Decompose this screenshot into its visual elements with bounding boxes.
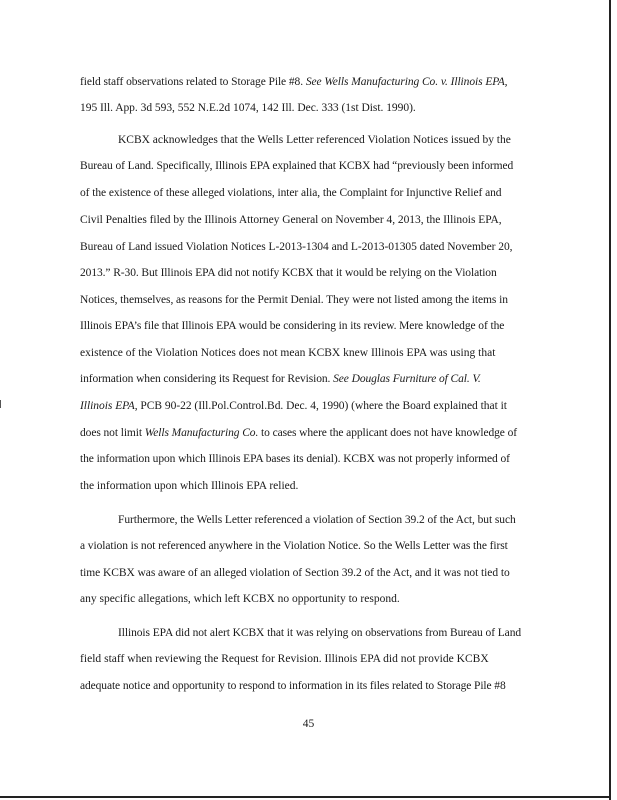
text-line [0, 133, 617, 147]
text-line [0, 293, 617, 307]
text-segment: Bureau of Land. Specifically, Illinois EPA explained that KCBX had “previously been informed [80, 160, 514, 172]
text-segment: 195 Ill. App. 3d 593, 552 N.E.2d 1074, 142 Ill. Dec. 333 (1st Dist. 1990). [80, 102, 416, 114]
text-line [0, 479, 617, 493]
scan-page-edge-bottom [0, 796, 611, 798]
text-segment: adequate notice and opportunity to respond to information in its files related to Storage Pile #8 [80, 680, 506, 692]
text-segment: the information upon which Illinois EPA relied. [80, 480, 299, 492]
text-segment: Civil Penalties filed by the Illinois Attorney General on November 4, 2013, the Illinois EPA, [80, 214, 502, 226]
citation-italic: See Wells Manufacturing Co. v. Illinois EPA, [305, 76, 508, 88]
text-line [0, 75, 617, 89]
text-segment: of the existence of these alleged violations, inter alia, the Complaint for Injunctive Relief and [80, 187, 502, 199]
text-segment: KCBX acknowledges that the Wells Letter referenced Violation Notices issued by the [118, 134, 511, 146]
citation-italic: See Douglas Furniture of Cal. V. [333, 373, 481, 385]
text-segment: time KCBX was aware of an alleged violation of Section 39.2 of the Act, and it was not tied to [80, 567, 510, 579]
text-line [0, 652, 617, 666]
text-line [0, 452, 617, 466]
text-segment: any specific allegations, which left KCBX no opportunity to respond. [80, 593, 400, 605]
page-number: 45 [302, 718, 315, 730]
text-line [0, 626, 617, 640]
citation-italic: Illinois EPA [80, 400, 135, 412]
text-line [0, 679, 617, 693]
text-segment: Illinois EPA did not alert KCBX that it was relying on observations from Bureau of Land [118, 627, 522, 639]
text-segment: a violation is not referenced anywhere in the Violation Notice. So the Wells Letter was the first [80, 540, 508, 552]
text-segment: Bureau of Land issued Violation Notices L-2013-1304 and L-2013-01305 dated November 20, [80, 241, 513, 253]
text-line [0, 186, 617, 200]
text-segment: existence of the Violation Notices does not mean KCBX knew Illinois EPA was using that [80, 347, 496, 359]
text-segment: Illinois EPA’s file that Illinois EPA would be considering in its review. Mere knowledge of the [80, 320, 505, 332]
text-line [0, 539, 617, 553]
text-line [0, 346, 617, 360]
text-line [0, 566, 617, 580]
citation-italic: Wells Manufacturing Co. [144, 427, 259, 439]
text-line [0, 266, 617, 280]
text-segment: to cases where the applicant does not have knowledge of [258, 427, 517, 439]
text-segment: 2013.” R-30. But Illinois EPA did not notify KCBX that it would be relying on the Violation [80, 267, 497, 279]
text-line [0, 101, 617, 115]
text-segment: Furthermore, the Wells Letter referenced a violation of Section 39.2 of the Act, but such [118, 514, 516, 526]
text-segment: field staff observations related to Storage Pile #8. [80, 76, 306, 88]
text-line [0, 399, 617, 413]
text-segment: , PCB 90-22 (Ill.Pol.Control.Bd. Dec. 4, 1990) (where the Board explained that it [134, 400, 507, 412]
text-line [0, 159, 617, 173]
text-segment: the information upon which Illinois EPA bases its denial). KCBX was not properly informed of [80, 453, 510, 465]
text-line [0, 213, 617, 227]
text-line [0, 372, 617, 386]
text-segment: Notices, themselves, as reasons for the Permit Denial. They were not listed among the items in [80, 294, 508, 306]
text-line [0, 513, 617, 527]
text-segment: information when considering its Request for Revision. [80, 373, 334, 385]
text-line [0, 240, 617, 254]
text-line [0, 592, 617, 606]
text-line [0, 319, 617, 333]
text-segment: field staff when reviewing the Request for Revision. Illinois EPA did not provide KCBX [80, 653, 489, 665]
text-segment: does not limit [80, 427, 145, 439]
text-line [0, 426, 617, 440]
